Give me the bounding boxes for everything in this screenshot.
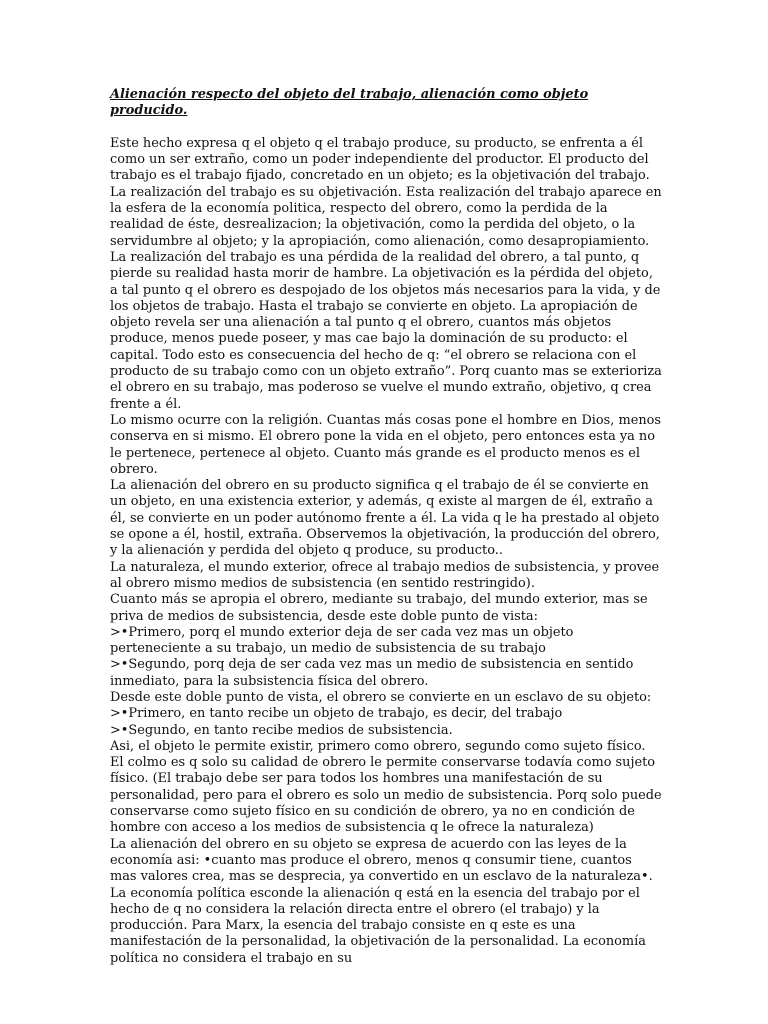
paragraph: La economía política esconde la alienación q está en la esencia del trabajo por el hecho de q no considera la relación directa entre el obrero (el trabajo) y la producción. Para Marx, la esencia del trabajo consiste en q este es una manifestación de la personalidad, la objetivación de la personalidad. La economía política no considera el trabajo en su <box>110 885 646 966</box>
paragraph: Lo mismo ocurre con la religión. Cuantas más cosas pone el hombre en Dios, menos conserva en si mismo. El obrero pone la vida en el objeto, pero entonces esta ya no le pertenece, pertenece al objeto. Cuanto más grande es el producto menos es el obrero. <box>110 412 661 477</box>
paragraph: Asi, el objeto le permite existir, primero como obrero, segundo como sujeto físico. El colmo es q solo su calidad de obrero le permite conservarse todavía como sujeto físico. (El trabajo debe ser para todos los hombres una manifestación de su personalidad, pero para el obrero es solo un medio de subsistencia. Porq solo puede conservarse como sujeto físico en su condición de obrero, ya no en condición de hombre con acceso a los medios de subsistencia q le ofrece la naturaleza) <box>110 738 662 836</box>
paragraph: La realización del trabajo es una pérdida de la realidad del obrero, a tal punto, q pierde su realidad hasta morir de hambre. La objetivación es la pérdida del objeto, a tal punto q el obrero es despojado de los objetos más necesarios para la vida, y de los objetos de trabajo. Hasta el trabajo se convierte en objeto. La apropiación de objeto revela ser una alienación a tal punto q el obrero, cuantos más objetos produce, menos puede poseer, y mas cae bajo la dominación de su producto: el capital. Todo esto es consecuencia del hecho de q: “el obrero se relaciona con el producto de su trabajo como con un objeto extraño”. Porq cuanto mas se exterioriza el obrero en su trabajo, mas poderoso se vuelve el mundo extraño, objetivo, q crea frente a él. <box>110 249 662 412</box>
paragraph: Cuanto más se apropia el obrero, mediante su trabajo, del mundo exterior, mas se priva de medios de subsistencia, desde este doble punto de vista: <box>110 592 648 624</box>
list-item: >•Primero, en tanto recibe un objeto de trabajo, es decir, del trabajo <box>110 706 563 722</box>
paragraph: La alienación del obrero en su producto significa q el trabajo de él se convierte en un objeto, en una existencia exterior, y además, q existe al margen de él, extraño a él, se convierte en un poder autónomo frente a él. La vida q le ha prestado al objeto se opone a él, hostil, extraña. Observemos la objetivación, la producción del obrero, y la alienación y perdida del objeto q produce, su producto.. <box>110 478 660 559</box>
paragraph: La naturaleza, el mundo exterior, ofrece al trabajo medios de subsistencia, y provee al obrero mismo medios de subsistencia (en sentido restringido). <box>110 559 660 591</box>
document-body <box>110 87 662 967</box>
list-item: >•Primero, porq el mundo exterior deja de ser cada vez mas un objeto perteneciente a su trabajo, un medio de subsistencia de su trabajo <box>110 624 574 657</box>
list-item: >•Segundo, en tanto recibe medios de subsistencia. <box>110 722 453 738</box>
document-title: Alienación respecto del objeto del trabajo, alienación como objeto producido. <box>110 87 589 119</box>
paragraph: Desde este doble punto de vista, el obrero se convierte en un esclavo de su objeto: <box>110 689 652 705</box>
paragraph: Este hecho expresa q el objeto q el trabajo produce, su producto, se enfrenta a él como un ser extraño, como un poder independiente del productor. El producto del trabajo es el trabajo fijado, concretado en un objeto; es la objetivación del trabajo. La realización del trabajo es su objetivación. Esta realización del trabajo aparece en la esfera de la economía politica, respecto del obrero, como la perdida de la realidad de éste, desrealizacion; la objetivación, como la perdida del objeto, o la servidumbre al objeto; y la apropiación, como alienación, como desapropiamiento. <box>110 135 662 249</box>
list-item: >•Segundo, porq deja de ser cada vez mas un medio de subsistencia en sentido inmediato, para la subsistencia física del obrero. <box>110 657 634 689</box>
paragraph: La alienación del obrero en su objeto se expresa de acuerdo con las leyes de la economía asi: •cuanto mas produce el obrero, menos q consumir tiene, cuantos mas valores crea, mas se desprecia, ya convertido en un esclavo de la naturaleza•. <box>110 836 653 885</box>
